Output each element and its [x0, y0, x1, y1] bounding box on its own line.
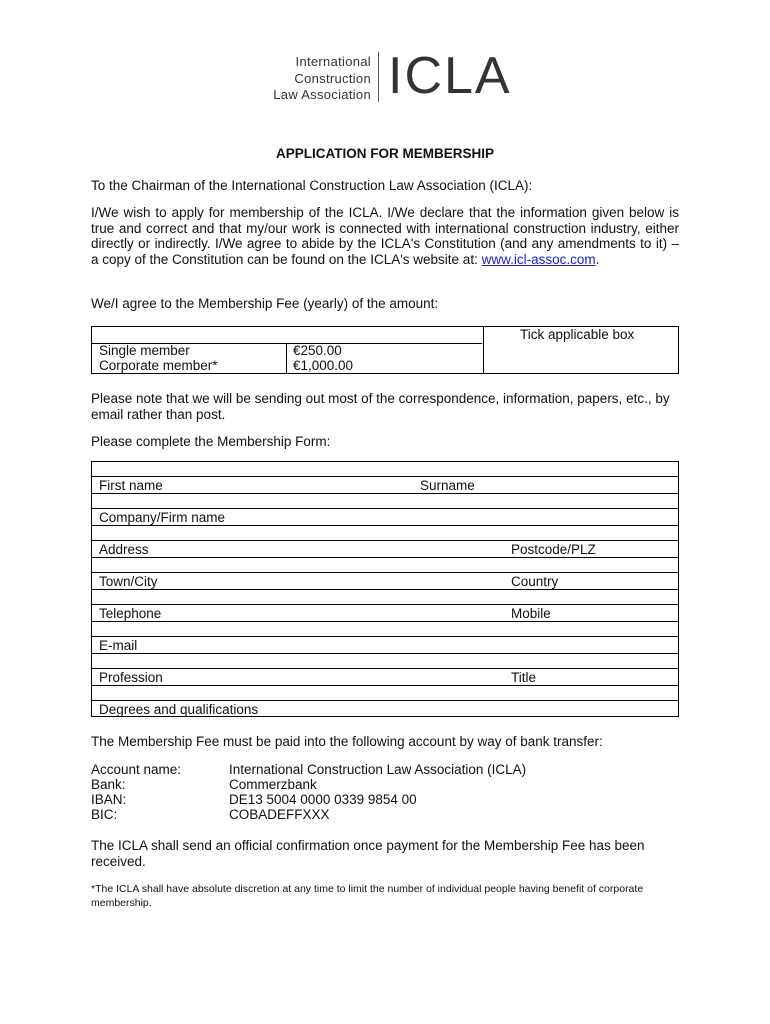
profession-label: Profession	[99, 670, 163, 685]
fee-table-divider-1	[286, 343, 287, 373]
form-line	[92, 621, 678, 622]
logo-divider	[378, 52, 379, 102]
bank-value: Commerzbank	[229, 777, 317, 792]
tick-box[interactable]	[484, 343, 678, 373]
logo-wordmark	[250, 54, 371, 104]
form-line	[92, 685, 678, 686]
footnote: *The ICLA shall have absolute discretion at any time to limit the number of individual people having benefit of corporate membership.	[91, 883, 644, 909]
form-line	[92, 476, 678, 477]
postcode-label: Postcode/PLZ	[511, 542, 596, 557]
form-line	[92, 540, 678, 541]
account-name-label: Account name:	[91, 762, 182, 777]
form-line	[92, 589, 678, 590]
bank-intro: The Membership Fee must be paid into the following account by way of bank transfer:	[91, 734, 603, 749]
website-link[interactable]: www.icl-assoc.com	[481, 251, 596, 267]
account-name-value: International Construction Law Association (ICLA)	[229, 762, 527, 777]
membership-form	[91, 461, 679, 717]
title-label: Title	[511, 670, 537, 685]
bic-value: COBADEFFXXX	[229, 807, 330, 822]
confirmation-note: The ICLA shall send an official confirmation once payment for the Membership Fee has been received.	[91, 838, 645, 869]
iban-value: DE13 5004 0000 0339 9854 00	[229, 792, 417, 807]
country-label: Country	[511, 574, 559, 589]
town-label: Town/City	[99, 574, 158, 589]
fee-amount-single: €250.00	[293, 343, 342, 358]
form-line	[92, 653, 678, 654]
bank-label: Bank:	[91, 777, 126, 792]
form-line	[92, 508, 678, 509]
fee-amount-corporate: €1,000.00	[293, 358, 354, 373]
iban-label: IBAN:	[91, 792, 127, 807]
form-line	[92, 636, 678, 637]
email-note: Please note that we will be sending out most of the correspondence, information, papers, etc., by email rather than post.	[91, 391, 670, 422]
form-line	[92, 668, 678, 669]
logo-line-1: International	[295, 54, 371, 69]
email-label: E-mail	[99, 638, 138, 653]
logo-line-2: Construction	[294, 70, 371, 86]
intro-paragraph	[91, 205, 679, 267]
fee-type-single: Single member	[99, 343, 190, 358]
mobile-label: Mobile	[511, 606, 551, 621]
logo-line-3: Law Association	[273, 87, 371, 102]
intro-end: .	[595, 251, 600, 267]
degrees-label: Degrees and qualifications	[99, 702, 259, 717]
fee-type-corporate: Corporate member*	[99, 358, 218, 373]
document-title: APPLICATION FOR MEMBERSHIP	[275, 146, 494, 161]
fee-intro: We/I agree to the Membership Fee (yearly) of the amount:	[91, 296, 439, 311]
form-line	[92, 604, 678, 605]
form-intro: Please complete the Membership Form:	[91, 434, 331, 449]
first-name-label: First name	[99, 478, 163, 493]
intro-text: I/We wish to apply for membership of the ICLA. I/We declare that the information given below is true and correct and that my/our work is connected with international construction industry, either directly or indirectly. I/We agree to abide by the ICLA's Constitution (and any amendments to it) – a copy of the Constitution can be found on the ICLA's website at:	[91, 205, 679, 267]
surname-label: Surname	[420, 478, 475, 493]
form-line	[92, 572, 678, 573]
bic-label: BIC:	[91, 807, 118, 822]
company-label: Company/Firm name	[99, 510, 226, 525]
telephone-label: Telephone	[99, 606, 162, 621]
logo-mark: ICLA	[388, 47, 512, 105]
tick-header: Tick applicable box	[520, 327, 635, 342]
salutation: To the Chairman of the International Construction Law Association (ICLA):	[91, 178, 533, 193]
address-label: Address	[99, 542, 149, 557]
form-line	[92, 700, 678, 701]
form-line	[92, 493, 678, 494]
fee-table	[91, 326, 679, 374]
